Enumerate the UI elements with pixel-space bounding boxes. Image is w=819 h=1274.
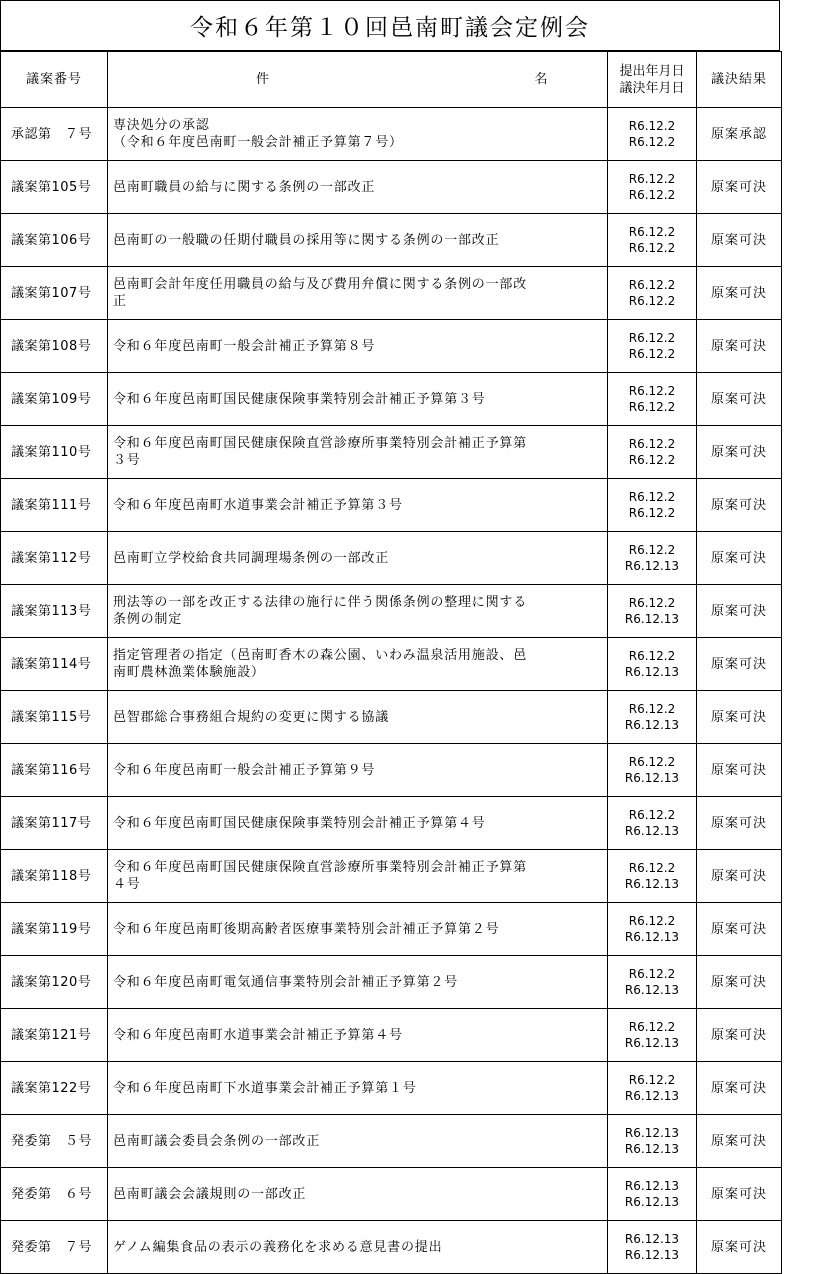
date-decided: R6.12.13 [624, 665, 680, 679]
bill-result: 原案可決 [697, 585, 782, 638]
header-subject [108, 52, 608, 108]
bill-number: 議案第109号 [1, 373, 108, 426]
bill-result: 原案可決 [697, 214, 782, 267]
bill-result: 原案可決 [697, 1009, 782, 1062]
table-row [1, 691, 782, 744]
bill-subject-line2: 南町農林漁業体験施設） [113, 665, 265, 680]
bill-dates [608, 426, 697, 479]
table-row [1, 267, 782, 320]
date-decided: R6.12.13 [624, 718, 680, 732]
bill-subject [108, 797, 608, 850]
bill-result: 原案可決 [697, 532, 782, 585]
bill-number: 議案第106号 [1, 214, 108, 267]
table-row [1, 850, 782, 903]
bill-dates [608, 850, 697, 903]
bill-subject-line1: 邑南町職員の給与に関する条例の一部改正 [113, 179, 376, 195]
date-decided: R6.12.13 [624, 612, 680, 626]
table-row [1, 1115, 782, 1168]
bill-subject-line1: 邑南町会計年度任用職員の給与及び費用弁償に関する条例の一部改 [113, 277, 528, 292]
table-row [1, 214, 782, 267]
page-title: 令和６年第１０回邑南町議会定例会 [0, 0, 780, 51]
date-decided: R6.12.2 [628, 294, 676, 308]
bill-number: 議案第120号 [1, 956, 108, 1009]
bill-dates [608, 903, 697, 956]
table-header-row [1, 52, 782, 108]
bill-dates [608, 214, 697, 267]
bill-subject-line1: 令和６年度邑南町一般会計補正予算第９号 [113, 762, 376, 778]
bill-dates [608, 585, 697, 638]
bill-number: 議案第105号 [1, 161, 108, 214]
bill-result: 原案可決 [697, 850, 782, 903]
bill-subject-line1: 邑南町議会会議規則の一部改正 [113, 1186, 307, 1202]
bill-result: 原案可決 [697, 691, 782, 744]
date-submitted: R6.12.2 [628, 119, 676, 133]
bill-result: 原案可決 [697, 267, 782, 320]
bill-subject-line1: 令和６年度邑南町国民健康保険事業特別会計補正予算第４号 [113, 815, 486, 831]
date-submitted: R6.12.2 [628, 278, 676, 292]
table-row [1, 1168, 782, 1221]
bill-number: 議案第108号 [1, 320, 108, 373]
bill-result: 原案可決 [697, 956, 782, 1009]
date-decided: R6.12.13 [624, 877, 680, 891]
bill-number: 議案第121号 [1, 1009, 108, 1062]
date-decided: R6.12.2 [628, 453, 676, 467]
date-submitted: R6.12.2 [628, 172, 676, 186]
bill-subject [108, 1168, 608, 1221]
date-submitted: R6.12.2 [628, 225, 676, 239]
bill-subject-line1: 刑法等の一部を改正する法律の施行に伴う関係条例の整理に関する [113, 595, 528, 610]
date-submitted: R6.12.2 [628, 1073, 676, 1087]
header-subject-right: 名 [534, 72, 548, 87]
date-decided: R6.12.2 [628, 241, 676, 255]
bill-subject-line1: 邑南町議会委員会条例の一部改正 [113, 1133, 321, 1149]
bill-dates [608, 1115, 697, 1168]
bill-number: 議案第110号 [1, 426, 108, 479]
date-decided: R6.12.2 [628, 135, 676, 149]
bill-dates [608, 479, 697, 532]
bill-number: 議案第115号 [1, 691, 108, 744]
date-decided: R6.12.13 [624, 1089, 680, 1103]
bill-subject [108, 426, 608, 479]
table-row [1, 903, 782, 956]
bill-result: 原案承認 [697, 108, 782, 161]
bill-result: 原案可決 [697, 638, 782, 691]
bill-subject-line1: 令和６年度邑南町電気通信事業特別会計補正予算第２号 [113, 974, 459, 990]
bill-result: 原案可決 [697, 320, 782, 373]
bill-subject [108, 956, 608, 1009]
date-decided: R6.12.13 [624, 1248, 680, 1262]
bill-subject [108, 1062, 608, 1115]
date-submitted: R6.12.2 [628, 702, 676, 716]
date-decided: R6.12.13 [624, 771, 680, 785]
bill-subject-line1: 令和６年度邑南町国民健康保険直営診療所事業特別会計補正予算第 [113, 860, 528, 875]
date-submitted: R6.12.2 [628, 967, 676, 981]
bill-dates [608, 161, 697, 214]
table-row [1, 744, 782, 797]
bill-subject-line1: 邑智郡総合事務組合規約の変更に関する協議 [113, 709, 390, 725]
date-submitted: R6.12.2 [628, 755, 676, 769]
table-row [1, 479, 782, 532]
date-submitted: R6.12.13 [624, 1179, 680, 1193]
table-row [1, 1062, 782, 1115]
date-decided: R6.12.13 [624, 983, 680, 997]
bill-subject [108, 585, 608, 638]
date-decided: R6.12.2 [628, 400, 676, 414]
bill-subject [108, 1009, 608, 1062]
header-bill-number: 議案番号 [1, 52, 108, 108]
bill-dates [608, 1221, 697, 1274]
table-body [1, 108, 782, 1274]
bill-number: 議案第112号 [1, 532, 108, 585]
table-row [1, 797, 782, 850]
bill-subject [108, 744, 608, 797]
bill-subject-line2: ３号 [113, 453, 141, 468]
date-submitted: R6.12.2 [628, 437, 676, 451]
bill-dates [608, 638, 697, 691]
bill-result: 原案可決 [697, 426, 782, 479]
date-submitted: R6.12.2 [628, 649, 676, 663]
bill-dates [608, 956, 697, 1009]
table-row [1, 161, 782, 214]
bill-subject-line1: ゲノム編集食品の表示の義務化を求める意見書の提出 [113, 1239, 443, 1255]
bill-result: 原案可決 [697, 744, 782, 797]
table-row [1, 1009, 782, 1062]
bill-subject [108, 1115, 608, 1168]
header-date-submitted: 提出年月日 [619, 63, 685, 79]
bill-dates [608, 1062, 697, 1115]
bill-number: 発委第 ７号 [1, 1221, 108, 1274]
bill-subject-line1: 令和６年度邑南町下水道事業会計補正予算第１号 [113, 1080, 417, 1096]
date-decided: R6.12.13 [624, 1142, 680, 1156]
bill-subject-line1: 令和６年度邑南町水道事業会計補正予算第３号 [113, 497, 403, 513]
table-row [1, 373, 782, 426]
bill-subject-line1: 令和６年度邑南町後期高齢者医療事業特別会計補正予算第２号 [113, 921, 500, 937]
bill-result: 原案可決 [697, 479, 782, 532]
bill-result: 原案可決 [697, 161, 782, 214]
table-row [1, 1221, 782, 1274]
table-row [1, 956, 782, 1009]
bill-result: 原案可決 [697, 1115, 782, 1168]
date-decided: R6.12.2 [628, 347, 676, 361]
bill-subject [108, 1221, 608, 1274]
bill-number: 議案第119号 [1, 903, 108, 956]
date-submitted: R6.12.2 [628, 543, 676, 557]
date-submitted: R6.12.2 [628, 1020, 676, 1034]
date-decided: R6.12.13 [624, 1036, 680, 1050]
bill-subject-line2: ４号 [113, 877, 141, 892]
bill-dates [608, 1168, 697, 1221]
bill-result: 原案可決 [697, 797, 782, 850]
bills-table [0, 51, 782, 1274]
bill-subject-line2: 条例の制定 [113, 612, 183, 627]
table-row [1, 638, 782, 691]
date-decided: R6.12.2 [628, 506, 676, 520]
bill-result: 原案可決 [697, 373, 782, 426]
bill-number: 承認第 ７号 [1, 108, 108, 161]
bill-dates [608, 108, 697, 161]
date-submitted: R6.12.2 [628, 331, 676, 345]
header-date-decided: 議決年月日 [619, 80, 685, 96]
bill-result: 原案可決 [697, 1062, 782, 1115]
bill-subject-line1: 令和６年度邑南町一般会計補正予算第８号 [113, 338, 376, 354]
bill-dates [608, 797, 697, 850]
bill-subject [108, 214, 608, 267]
date-submitted: R6.12.2 [628, 490, 676, 504]
date-submitted: R6.12.2 [628, 384, 676, 398]
date-decided: R6.12.13 [624, 1195, 680, 1209]
bill-result: 原案可決 [697, 1168, 782, 1221]
bill-dates [608, 267, 697, 320]
bill-subject-line1: 令和６年度邑南町国民健康保険事業特別会計補正予算第３号 [113, 391, 486, 407]
bill-subject-line1: 専決処分の承認 [113, 118, 210, 133]
bill-number: 発委第 ６号 [1, 1168, 108, 1221]
bill-dates [608, 744, 697, 797]
bill-subject-line2: 正 [113, 294, 127, 309]
bill-result: 原案可決 [697, 1221, 782, 1274]
table-row [1, 108, 782, 161]
bill-dates [608, 691, 697, 744]
date-decided: R6.12.13 [624, 930, 680, 944]
bill-number: 発委第 ５号 [1, 1115, 108, 1168]
date-submitted: R6.12.13 [624, 1126, 680, 1140]
bill-number: 議案第113号 [1, 585, 108, 638]
bill-subject-line2: （令和６年度邑南町一般会計補正予算第７号） [113, 135, 403, 150]
bill-subject [108, 638, 608, 691]
date-submitted: R6.12.13 [624, 1232, 680, 1246]
bill-subject [108, 373, 608, 426]
header-result: 議決結果 [697, 52, 782, 108]
date-decided: R6.12.13 [624, 559, 680, 573]
table-row [1, 532, 782, 585]
bill-subject-line1: 邑南町立学校給食共同調理場条例の一部改正 [113, 550, 390, 566]
date-submitted: R6.12.2 [628, 596, 676, 610]
bill-subject [108, 267, 608, 320]
bill-subject [108, 320, 608, 373]
date-submitted: R6.12.2 [628, 808, 676, 822]
bill-subject-line1: 邑南町の一般職の任期付職員の採用等に関する条例の一部改正 [113, 232, 500, 248]
bill-dates [608, 532, 697, 585]
header-dates [608, 52, 697, 108]
bill-subject [108, 532, 608, 585]
bill-subject [108, 161, 608, 214]
bill-subject [108, 691, 608, 744]
bill-dates [608, 1009, 697, 1062]
bill-subject-line1: 令和６年度邑南町水道事業会計補正予算第４号 [113, 1027, 403, 1043]
bill-result: 原案可決 [697, 903, 782, 956]
date-submitted: R6.12.2 [628, 914, 676, 928]
bill-number: 議案第116号 [1, 744, 108, 797]
bill-number: 議案第114号 [1, 638, 108, 691]
bill-subject [108, 479, 608, 532]
bill-number: 議案第107号 [1, 267, 108, 320]
date-decided: R6.12.13 [624, 824, 680, 838]
bill-number: 議案第117号 [1, 797, 108, 850]
bill-number: 議案第118号 [1, 850, 108, 903]
header-subject-left: 件 [255, 72, 269, 87]
date-submitted: R6.12.2 [628, 861, 676, 875]
table-row [1, 426, 782, 479]
bill-number: 議案第111号 [1, 479, 108, 532]
table-row [1, 320, 782, 373]
bill-subject-line1: 令和６年度邑南町国民健康保険直営診療所事業特別会計補正予算第 [113, 436, 528, 451]
bill-subject [108, 108, 608, 161]
table-row [1, 585, 782, 638]
date-decided: R6.12.2 [628, 188, 676, 202]
bill-dates [608, 320, 697, 373]
bill-dates [608, 373, 697, 426]
bill-subject [108, 850, 608, 903]
bill-number: 議案第122号 [1, 1062, 108, 1115]
bill-subject [108, 903, 608, 956]
bill-subject-line1: 指定管理者の指定（邑南町香木の森公園、いわみ温泉活用施設、邑 [113, 648, 528, 663]
